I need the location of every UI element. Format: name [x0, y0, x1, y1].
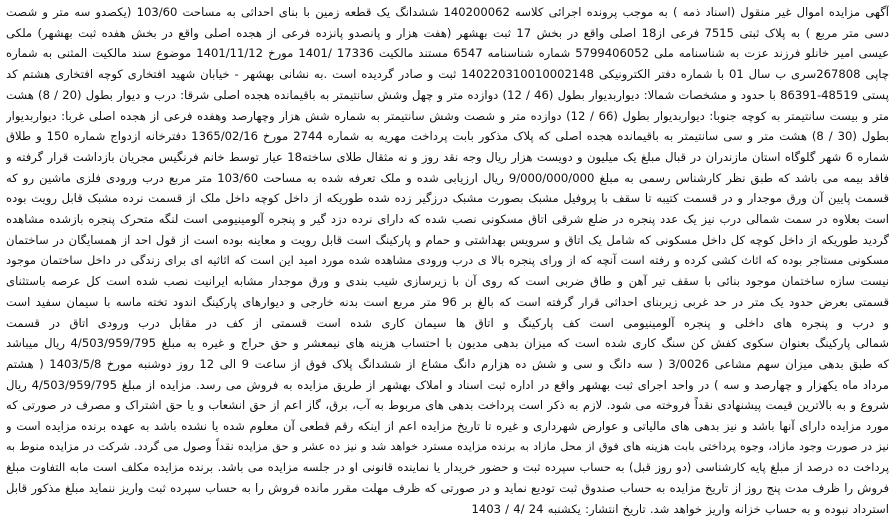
notice-line: شروع و به بالاترین قیمت پیشنهادی نقداً فروخته می شود. لازم به ذکر است پرداخت بدهی های مربوط به آب، برق، گاز اعم از حق انشعاب و یا حق اشتراک و مصرف در صورتی که: [6, 398, 889, 413]
notice-line: استرداد نبوده و به حساب خزانه واریز خواهد شد. تاریخ انتشار: یکشنبه 24 /4 / 1403: [471, 501, 889, 516]
notice-line: است بعلاوه در سمت شمالی درب نیز یک عدد پنجره در ضلع شرقی اتاق مسکونی نصب شده که دارای نرده دزد گیر و پنجره آلومینیومی است لنگه متحرک پنجره بازشده مشاهده: [6, 212, 889, 227]
notice-line: که طبق بدهی میزان سهم مشاعی 3/0026 ( سه دانگ و سی و شش ده هزارم دانگ مشاع از ششدانگ پلاک فوق از ساعت 9 الی 12 روز دوشنبه مورخ 1403/5/8 ( هشتم: [6, 356, 889, 371]
notice-line: مرداد ماه یکهزار و چهارصد و سه ) در واحد اجرای ثبت بهشهر واقع در اداره ثبت اسناد و املاک بهشهر از طریق مزایده به فروش می رسد. مزایده از مبلغ 4/503/959/795 ریال: [6, 377, 889, 392]
notice-line: و درب و پنجره های داخلی و پنجره آلومینیومی است کف پارکینگ و اتاق ها سیمان کاری شده است قسمتی از کف در مقابل درب ورودی اتاق در قسمت: [6, 315, 889, 330]
notice-line: فاقد بیمه می باشد که طبق نظر کارشناس رسمی به مبلغ 9/000/000/000 ریال ارزیابی شده و ملک تعرفه شده به مساحت 103/60 متر مربع درب ورودی فلزی ماشین رو که: [6, 170, 889, 185]
notice-line: متر و بیست سانتیمتر به کوچه جنوبا: دیواربدیوار بطول (66 / 12) دوازده متر و شصت وشش سانتیمتر به شماره شش هزار وچهارصد وهفده فرعی از هجده اصلی غربا: دیواربدیوار: [6, 108, 889, 123]
notice-line: مورد مزایده دارای آنها باشد و نیز بدهی های مالیاتی و عوارض شهرداری و غیره تا تاریخ مزایده اعم از اینکه رقم قطعی آن معلوم شده یا نشده باشد به عهده برنده مزایده است و: [6, 419, 889, 434]
notice-line: نیست سازه ساختمان موجود بنائی با سقف تیر آهن و طاق ضربی است که روی آن با زیرسازی شیب بندی و ورق موجدار مشابه ایرانیت نصب شده است کل عرصه باستثنای: [6, 274, 889, 289]
notice-line: قسمت پایین آن ورق موجدار و در قسمت کتیبه تا سقف با پروفیل مشبک بصورت مشبک درزگیر زده شده طوریکه از داخل کوچه داخل ملک از قسمت نرده مشبک قابل رویت بوده: [6, 191, 889, 206]
notice-line: پستی 48519-86391 با حدود و مشخصات شمالا: دیواربدیوار بطول (46 / 12) دوازده متر و چهل وشش سانتیمتر به باقیمانده هجده اصلی شرقا: درب و دیوار بطول (20 / 8) هشت: [6, 87, 889, 102]
notice-line: بطول (30 / 8) هشت متر و سی سانتیمتر به باقیمانده هجده اصلی که پلاک مذکور بابت پرداخت مهریه به شماره 2744 مورخ 1365/02/16 دفترخانه ازدواج شماره 150 و طلاق: [6, 129, 889, 144]
notice-line: قسمتی بعرض حدود یک متر در حد غربی زیربنای احداثی قرار گرفته است که بالغ بر 96 متر مربع است بدنه خارجی و دیوارهای پارکینگ اندود تخته ماسه با سیمان سفید است: [6, 294, 889, 309]
notice-line: فروش را ظرف مدت پنج روز از تاریخ مزایده به حساب صندوق ثبت تودیع نماید و در صورتی که ظرف مهلت مقرر مانده فروش را به حساب سپرده ثبت واریز ننماید مبلغ مذکور قابل: [6, 481, 889, 496]
notice-line: گردید طوریکه از داخل کوچه کل داخل مسکونی که شامل یک اتاق و سرویس بهداشتی و حمام و پارکینگ است قابل رویت و معاینه بوده است از قول احد از همسایگان در ساختمان: [6, 232, 889, 247]
notice-line: چاپی 267808سری ب سال 01 با شماره دفتر الکترونیکی 140220310010002148 ثبت و صادر گردیده است .به نشانی بهشهر - خیابان شهید افتخاری کوچه افتخاری هشتم کد: [6, 67, 889, 82]
notice-line: پرداخت ده درصد از مبلغ پایه کارشناسی (دو روز قبل) به حساب سپرده ثبت و حضور خریدار یا نماینده قانونی او در جلسه مزایده می باشد. برنده مزایده مکلف است مابه التفاوت مبلغ: [6, 460, 889, 475]
notice-line: دسی متر مربع ) به پلاک ثبتی 7515 فرعی از18 اصلی واقع در بخش 17 ثبت بهشهر (هفت هزار و پانصدو پانزده فرعی از هجده اصلی واقع در بخش هفده ثبت بهشهر) ملکی: [6, 25, 889, 40]
notice-line: عیسی امیر خانلو فرزند عزت به شناسنامه ملی 5799406052 شماره شناسنامه 6547 مستند مالکیت 17336 /1401 مورخ 1401/11/12 موضوع سند مالکیت المثنی به شماره: [6, 46, 889, 61]
notice-line: شمالی پارکینگ بعنوان سکوی کفش کن سنگ کاری شده است که میزان بدهی مدیون با احتساب هزینه های نیمعشر و حق حراج و غیره به مبلغ 4/503/959/795 ریال میباشد: [6, 336, 889, 351]
notice-line: مسکونی مستاجر بوده که اثاث کشی کرده و رفته است آنچه که از ورای پنجره بالا ی درب ورودی مشاهده شده مورد امید این است که اثاثیه ای برای زندگی در داخل ساختمان موجود: [6, 253, 889, 268]
notice-line: نیز در صورت وجود مازاد، وجوه پرداختی بابت هزینه های فوق از محل مازاد به برنده مزایده مسترد خواهد شد و نیز ده عشر و حق مزایده نقداً وصول می گردد. شرکت در مزایده منوط به: [6, 439, 889, 453]
notice-line: آگهی مزایده اموال غیر منقول (اسناد ذمه ) به موجب پرونده اجرائی کلاسه 140200062 ششدانگ یک قطعه زمین با بنای احداثی به مساحت 103/60 (یکصدو سه متر و شصت: [6, 5, 889, 19]
notice-line: شماره 6 شهر گلوگاه استان مازندران در قبال مبلغ یک میلیون و دویست هزار ریال وجه نقد روز و نه مثقال طلای ساخته18 عیار توسط خانم فرنگیس مجریان بازداشت قرار گرفته و: [6, 149, 889, 164]
